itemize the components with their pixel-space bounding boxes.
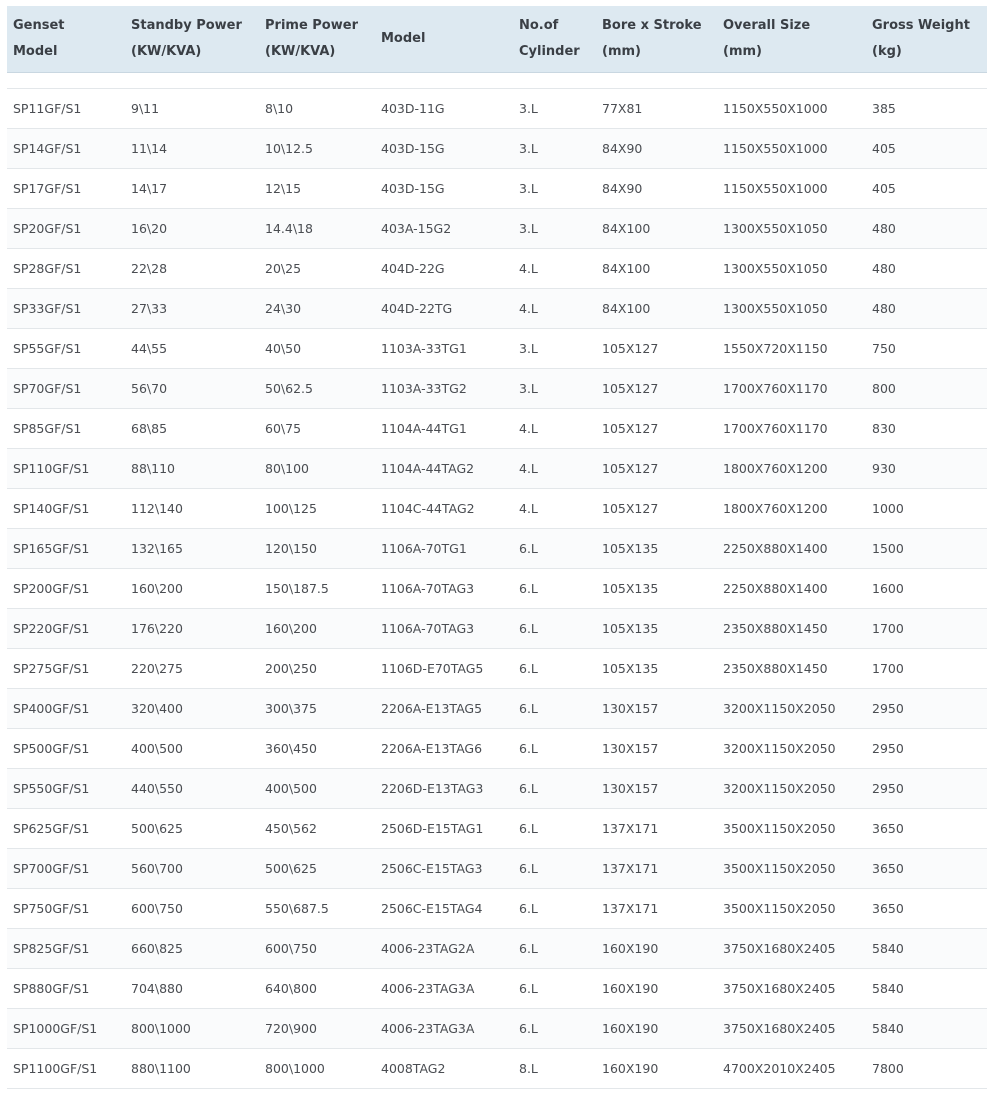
cell-genset-model: SP165GF/S1 bbox=[13, 541, 90, 556]
cell-overall-size: 1300X550X1050 bbox=[723, 221, 828, 236]
cell-bore-stroke: 105X127 bbox=[602, 381, 659, 396]
cell-engine-model: 2506C-E15TAG3 bbox=[381, 861, 483, 876]
table-row bbox=[7, 609, 987, 649]
cell-overall-size: 3200X1150X2050 bbox=[723, 701, 836, 716]
cell-prime-power: 100\125 bbox=[265, 501, 317, 516]
table-row bbox=[7, 289, 987, 329]
cell-engine-model: 4008TAG2 bbox=[381, 1061, 446, 1076]
cell-genset-model: SP880GF/S1 bbox=[13, 981, 90, 996]
cell-bore-stroke: 84X100 bbox=[602, 301, 651, 316]
cell-overall-size: 3750X1680X2405 bbox=[723, 941, 836, 956]
cell-bore-stroke: 105X135 bbox=[602, 541, 659, 556]
cell-standby-power: 11\14 bbox=[131, 141, 168, 156]
cell-overall-size: 1150X550X1000 bbox=[723, 101, 828, 116]
header-text: (KW/KVA) bbox=[131, 44, 202, 59]
cell-gross-weight: 5840 bbox=[872, 941, 904, 956]
cell-bore-stroke: 130X157 bbox=[602, 701, 659, 716]
cell-engine-model: 4006-23TAG3A bbox=[381, 1021, 475, 1036]
header-text: Model bbox=[381, 31, 426, 46]
cell-bore-stroke: 105X127 bbox=[602, 461, 659, 476]
cell-genset-model: SP625GF/S1 bbox=[13, 821, 90, 836]
cell-prime-power: 720\900 bbox=[265, 1021, 317, 1036]
cell-standby-power: 16\20 bbox=[131, 221, 168, 236]
cell-genset-model: SP200GF/S1 bbox=[13, 581, 90, 596]
cell-prime-power: 8\10 bbox=[265, 101, 294, 116]
cell-genset-model: SP140GF/S1 bbox=[13, 501, 90, 516]
header-text: Gross Weight bbox=[872, 18, 970, 33]
cell-gross-weight: 1700 bbox=[872, 621, 904, 636]
header-spacer bbox=[7, 73, 987, 89]
cell-cylinder: 6.L bbox=[519, 701, 538, 716]
table-row bbox=[7, 449, 987, 489]
cell-overall-size: 4700X2010X2405 bbox=[723, 1061, 836, 1076]
table-row bbox=[7, 1049, 987, 1089]
cell-overall-size: 3500X1150X2050 bbox=[723, 861, 836, 876]
cell-prime-power: 500\625 bbox=[265, 861, 317, 876]
cell-standby-power: 132\165 bbox=[131, 541, 183, 556]
cell-standby-power: 22\28 bbox=[131, 261, 168, 276]
cell-cylinder: 6.L bbox=[519, 581, 538, 596]
header-text: (KW/KVA) bbox=[265, 44, 336, 59]
cell-bore-stroke: 84X90 bbox=[602, 141, 643, 156]
cell-prime-power: 640\800 bbox=[265, 981, 317, 996]
cell-bore-stroke: 84X100 bbox=[602, 221, 651, 236]
table-row bbox=[7, 329, 987, 369]
cell-cylinder: 6.L bbox=[519, 661, 538, 676]
cell-cylinder: 3.L bbox=[519, 181, 538, 196]
cell-engine-model: 403D-11G bbox=[381, 101, 445, 116]
cell-standby-power: 14\17 bbox=[131, 181, 168, 196]
cell-bore-stroke: 105X135 bbox=[602, 661, 659, 676]
cell-overall-size: 3500X1150X2050 bbox=[723, 821, 836, 836]
header-text: No.of bbox=[519, 18, 559, 33]
cell-standby-power: 560\700 bbox=[131, 861, 183, 876]
table-row bbox=[7, 369, 987, 409]
cell-bore-stroke: 105X135 bbox=[602, 621, 659, 636]
cell-prime-power: 40\50 bbox=[265, 341, 302, 356]
cell-cylinder: 3.L bbox=[519, 381, 538, 396]
cell-bore-stroke: 130X157 bbox=[602, 741, 659, 756]
cell-engine-model: 2206A-E13TAG6 bbox=[381, 741, 483, 756]
cell-cylinder: 4.L bbox=[519, 421, 538, 436]
header-text: Prime Power bbox=[265, 18, 358, 33]
cell-prime-power: 120\150 bbox=[265, 541, 317, 556]
cell-genset-model: SP110GF/S1 bbox=[13, 461, 90, 476]
cell-genset-model: SP14GF/S1 bbox=[13, 141, 82, 156]
cell-engine-model: 1103A-33TG2 bbox=[381, 381, 467, 396]
cell-genset-model: SP28GF/S1 bbox=[13, 261, 82, 276]
table-row bbox=[7, 169, 987, 209]
cell-genset-model: SP400GF/S1 bbox=[13, 701, 90, 716]
table-row bbox=[7, 209, 987, 249]
cell-genset-model: SP1000GF/S1 bbox=[13, 1021, 98, 1036]
cell-genset-model: SP275GF/S1 bbox=[13, 661, 90, 676]
header-text: (mm) bbox=[723, 44, 762, 59]
table-row bbox=[7, 929, 987, 969]
header-standby-power bbox=[125, 6, 259, 72]
cell-standby-power: 88\110 bbox=[131, 461, 175, 476]
cell-bore-stroke: 160X190 bbox=[602, 1061, 659, 1076]
cell-standby-power: 68\85 bbox=[131, 421, 168, 436]
cell-genset-model: SP750GF/S1 bbox=[13, 901, 90, 916]
table-row bbox=[7, 729, 987, 769]
cell-prime-power: 550\687.5 bbox=[265, 901, 329, 916]
cell-overall-size: 2250X880X1400 bbox=[723, 541, 828, 556]
cell-genset-model: SP20GF/S1 bbox=[13, 221, 82, 236]
table-row bbox=[7, 1009, 987, 1049]
table-body bbox=[7, 89, 987, 1089]
cell-standby-power: 880\1100 bbox=[131, 1061, 191, 1076]
header-text: (mm) bbox=[602, 44, 641, 59]
cell-cylinder: 6.L bbox=[519, 741, 538, 756]
cell-standby-power: 112\140 bbox=[131, 501, 183, 516]
cell-bore-stroke: 105X135 bbox=[602, 581, 659, 596]
cell-engine-model: 2506C-E15TAG4 bbox=[381, 901, 483, 916]
cell-gross-weight: 2950 bbox=[872, 741, 904, 756]
cell-bore-stroke: 84X100 bbox=[602, 261, 651, 276]
cell-overall-size: 3200X1150X2050 bbox=[723, 741, 836, 756]
cell-standby-power: 440\550 bbox=[131, 781, 183, 796]
cell-gross-weight: 7800 bbox=[872, 1061, 904, 1076]
cell-gross-weight: 1500 bbox=[872, 541, 904, 556]
table-row bbox=[7, 649, 987, 689]
cell-engine-model: 1106A-70TG1 bbox=[381, 541, 467, 556]
cell-gross-weight: 2950 bbox=[872, 701, 904, 716]
cell-genset-model: SP55GF/S1 bbox=[13, 341, 82, 356]
cell-gross-weight: 480 bbox=[872, 261, 896, 276]
cell-bore-stroke: 105X127 bbox=[602, 501, 659, 516]
cell-cylinder: 6.L bbox=[519, 781, 538, 796]
header-text: Cylinder bbox=[519, 44, 580, 59]
cell-cylinder: 4.L bbox=[519, 301, 538, 316]
cell-engine-model: 403D-15G bbox=[381, 141, 445, 156]
cell-prime-power: 14.4\18 bbox=[265, 221, 313, 236]
header-text: Standby Power bbox=[131, 18, 242, 33]
table-row bbox=[7, 409, 987, 449]
cell-engine-model: 1106A-70TAG3 bbox=[381, 581, 475, 596]
cell-standby-power: 9\11 bbox=[131, 101, 160, 116]
cell-cylinder: 4.L bbox=[519, 261, 538, 276]
genset-spec-table bbox=[7, 6, 987, 1089]
cell-standby-power: 500\625 bbox=[131, 821, 183, 836]
table-row bbox=[7, 689, 987, 729]
header-text: (kg) bbox=[872, 44, 902, 59]
cell-overall-size: 1800X760X1200 bbox=[723, 461, 828, 476]
cell-cylinder: 6.L bbox=[519, 1021, 538, 1036]
table-row bbox=[7, 529, 987, 569]
header-engine-model bbox=[375, 6, 513, 72]
cell-cylinder: 4.L bbox=[519, 461, 538, 476]
table-row bbox=[7, 849, 987, 889]
cell-genset-model: SP220GF/S1 bbox=[13, 621, 90, 636]
cell-cylinder: 3.L bbox=[519, 221, 538, 236]
table-row bbox=[7, 129, 987, 169]
cell-gross-weight: 750 bbox=[872, 341, 896, 356]
cell-overall-size: 3750X1680X2405 bbox=[723, 1021, 836, 1036]
cell-engine-model: 1106D-E70TAG5 bbox=[381, 661, 484, 676]
cell-overall-size: 3500X1150X2050 bbox=[723, 901, 836, 916]
cell-genset-model: SP33GF/S1 bbox=[13, 301, 82, 316]
cell-prime-power: 400\500 bbox=[265, 781, 317, 796]
table-row bbox=[7, 569, 987, 609]
cell-engine-model: 4006-23TAG3A bbox=[381, 981, 475, 996]
cell-engine-model: 2206A-E13TAG5 bbox=[381, 701, 483, 716]
cell-cylinder: 6.L bbox=[519, 861, 538, 876]
header-overall-size bbox=[717, 6, 866, 72]
cell-cylinder: 6.L bbox=[519, 821, 538, 836]
header-text: Overall Size bbox=[723, 18, 811, 33]
cell-cylinder: 3.L bbox=[519, 141, 538, 156]
cell-gross-weight: 2950 bbox=[872, 781, 904, 796]
cell-gross-weight: 480 bbox=[872, 301, 896, 316]
cell-overall-size: 1150X550X1000 bbox=[723, 141, 828, 156]
cell-bore-stroke: 130X157 bbox=[602, 781, 659, 796]
cell-bore-stroke: 160X190 bbox=[602, 981, 659, 996]
cell-gross-weight: 1700 bbox=[872, 661, 904, 676]
cell-prime-power: 50\62.5 bbox=[265, 381, 313, 396]
cell-standby-power: 704\880 bbox=[131, 981, 183, 996]
cell-gross-weight: 1000 bbox=[872, 501, 904, 516]
cell-overall-size: 2350X880X1450 bbox=[723, 661, 828, 676]
cell-genset-model: SP550GF/S1 bbox=[13, 781, 90, 796]
cell-gross-weight: 3650 bbox=[872, 861, 904, 876]
cell-standby-power: 176\220 bbox=[131, 621, 183, 636]
cell-bore-stroke: 77X81 bbox=[602, 101, 643, 116]
table-row bbox=[7, 969, 987, 1009]
table-header bbox=[7, 6, 987, 73]
cell-prime-power: 12\15 bbox=[265, 181, 302, 196]
cell-gross-weight: 3650 bbox=[872, 901, 904, 916]
cell-engine-model: 2506D-E15TAG1 bbox=[381, 821, 484, 836]
cell-gross-weight: 5840 bbox=[872, 981, 904, 996]
cell-prime-power: 80\100 bbox=[265, 461, 309, 476]
cell-overall-size: 3200X1150X2050 bbox=[723, 781, 836, 796]
cell-genset-model: SP17GF/S1 bbox=[13, 181, 82, 196]
cell-gross-weight: 480 bbox=[872, 221, 896, 236]
cell-prime-power: 150\187.5 bbox=[265, 581, 329, 596]
cell-genset-model: SP825GF/S1 bbox=[13, 941, 90, 956]
cell-overall-size: 1700X760X1170 bbox=[723, 381, 828, 396]
cell-genset-model: SP85GF/S1 bbox=[13, 421, 82, 436]
cell-cylinder: 6.L bbox=[519, 541, 538, 556]
cell-standby-power: 400\500 bbox=[131, 741, 183, 756]
cell-prime-power: 600\750 bbox=[265, 941, 317, 956]
cell-engine-model: 403D-15G bbox=[381, 181, 445, 196]
cell-engine-model: 1104A-44TAG2 bbox=[381, 461, 475, 476]
cell-overall-size: 3750X1680X2405 bbox=[723, 981, 836, 996]
cell-cylinder: 6.L bbox=[519, 901, 538, 916]
cell-gross-weight: 1600 bbox=[872, 581, 904, 596]
cell-bore-stroke: 84X90 bbox=[602, 181, 643, 196]
cell-bore-stroke: 160X190 bbox=[602, 941, 659, 956]
table-row bbox=[7, 769, 987, 809]
cell-prime-power: 60\75 bbox=[265, 421, 302, 436]
cell-cylinder: 8.L bbox=[519, 1061, 538, 1076]
cell-gross-weight: 405 bbox=[872, 181, 896, 196]
cell-standby-power: 160\200 bbox=[131, 581, 183, 596]
cell-overall-size: 1300X550X1050 bbox=[723, 301, 828, 316]
header-bore-stroke bbox=[596, 6, 717, 72]
cell-overall-size: 2250X880X1400 bbox=[723, 581, 828, 596]
header-text: Model bbox=[13, 44, 58, 59]
cell-bore-stroke: 105X127 bbox=[602, 341, 659, 356]
cell-gross-weight: 3650 bbox=[872, 821, 904, 836]
cell-genset-model: SP700GF/S1 bbox=[13, 861, 90, 876]
cell-prime-power: 360\450 bbox=[265, 741, 317, 756]
cell-bore-stroke: 137X171 bbox=[602, 821, 659, 836]
cell-standby-power: 27\33 bbox=[131, 301, 168, 316]
cell-standby-power: 320\400 bbox=[131, 701, 183, 716]
cell-prime-power: 200\250 bbox=[265, 661, 317, 676]
cell-engine-model: 1104C-44TAG2 bbox=[381, 501, 475, 516]
cell-overall-size: 2350X880X1450 bbox=[723, 621, 828, 636]
cell-engine-model: 403A-15G2 bbox=[381, 221, 452, 236]
cell-engine-model: 1103A-33TG1 bbox=[381, 341, 467, 356]
cell-standby-power: 800\1000 bbox=[131, 1021, 191, 1036]
cell-gross-weight: 930 bbox=[872, 461, 896, 476]
table-row bbox=[7, 809, 987, 849]
cell-standby-power: 44\55 bbox=[131, 341, 168, 356]
cell-overall-size: 1300X550X1050 bbox=[723, 261, 828, 276]
header-cylinder bbox=[513, 6, 596, 72]
cell-engine-model: 1104A-44TG1 bbox=[381, 421, 467, 436]
cell-overall-size: 1700X760X1170 bbox=[723, 421, 828, 436]
header-genset-model bbox=[7, 6, 125, 72]
cell-prime-power: 10\12.5 bbox=[265, 141, 313, 156]
cell-gross-weight: 800 bbox=[872, 381, 896, 396]
cell-bore-stroke: 160X190 bbox=[602, 1021, 659, 1036]
table-row bbox=[7, 89, 987, 129]
cell-engine-model: 404D-22G bbox=[381, 261, 445, 276]
cell-standby-power: 660\825 bbox=[131, 941, 183, 956]
cell-gross-weight: 5840 bbox=[872, 1021, 904, 1036]
cell-overall-size: 1550X720X1150 bbox=[723, 341, 828, 356]
cell-prime-power: 160\200 bbox=[265, 621, 317, 636]
cell-prime-power: 300\375 bbox=[265, 701, 317, 716]
cell-bore-stroke: 137X171 bbox=[602, 861, 659, 876]
cell-genset-model: SP1100GF/S1 bbox=[13, 1061, 98, 1076]
table-row bbox=[7, 489, 987, 529]
header-text: Bore x Stroke bbox=[602, 18, 702, 33]
table-row bbox=[7, 249, 987, 289]
cell-gross-weight: 405 bbox=[872, 141, 896, 156]
cell-cylinder: 6.L bbox=[519, 941, 538, 956]
header-prime-power bbox=[259, 6, 375, 72]
cell-standby-power: 56\70 bbox=[131, 381, 168, 396]
cell-overall-size: 1150X550X1000 bbox=[723, 181, 828, 196]
cell-prime-power: 24\30 bbox=[265, 301, 302, 316]
cell-cylinder: 4.L bbox=[519, 501, 538, 516]
cell-standby-power: 600\750 bbox=[131, 901, 183, 916]
cell-cylinder: 3.L bbox=[519, 101, 538, 116]
cell-genset-model: SP11GF/S1 bbox=[13, 101, 82, 116]
cell-cylinder: 6.L bbox=[519, 981, 538, 996]
cell-gross-weight: 830 bbox=[872, 421, 896, 436]
cell-prime-power: 800\1000 bbox=[265, 1061, 325, 1076]
cell-bore-stroke: 137X171 bbox=[602, 901, 659, 916]
cell-cylinder: 6.L bbox=[519, 621, 538, 636]
cell-prime-power: 20\25 bbox=[265, 261, 302, 276]
cell-engine-model: 2206D-E13TAG3 bbox=[381, 781, 484, 796]
header-gross-weight bbox=[866, 6, 987, 72]
cell-genset-model: SP70GF/S1 bbox=[13, 381, 82, 396]
cell-genset-model: SP500GF/S1 bbox=[13, 741, 90, 756]
cell-engine-model: 4006-23TAG2A bbox=[381, 941, 475, 956]
cell-gross-weight: 385 bbox=[872, 101, 896, 116]
cell-standby-power: 220\275 bbox=[131, 661, 183, 676]
cell-engine-model: 404D-22TG bbox=[381, 301, 453, 316]
cell-engine-model: 1106A-70TAG3 bbox=[381, 621, 475, 636]
table-row bbox=[7, 889, 987, 929]
cell-bore-stroke: 105X127 bbox=[602, 421, 659, 436]
header-text: Genset bbox=[13, 18, 65, 33]
cell-cylinder: 3.L bbox=[519, 341, 538, 356]
cell-overall-size: 1800X760X1200 bbox=[723, 501, 828, 516]
cell-prime-power: 450\562 bbox=[265, 821, 317, 836]
